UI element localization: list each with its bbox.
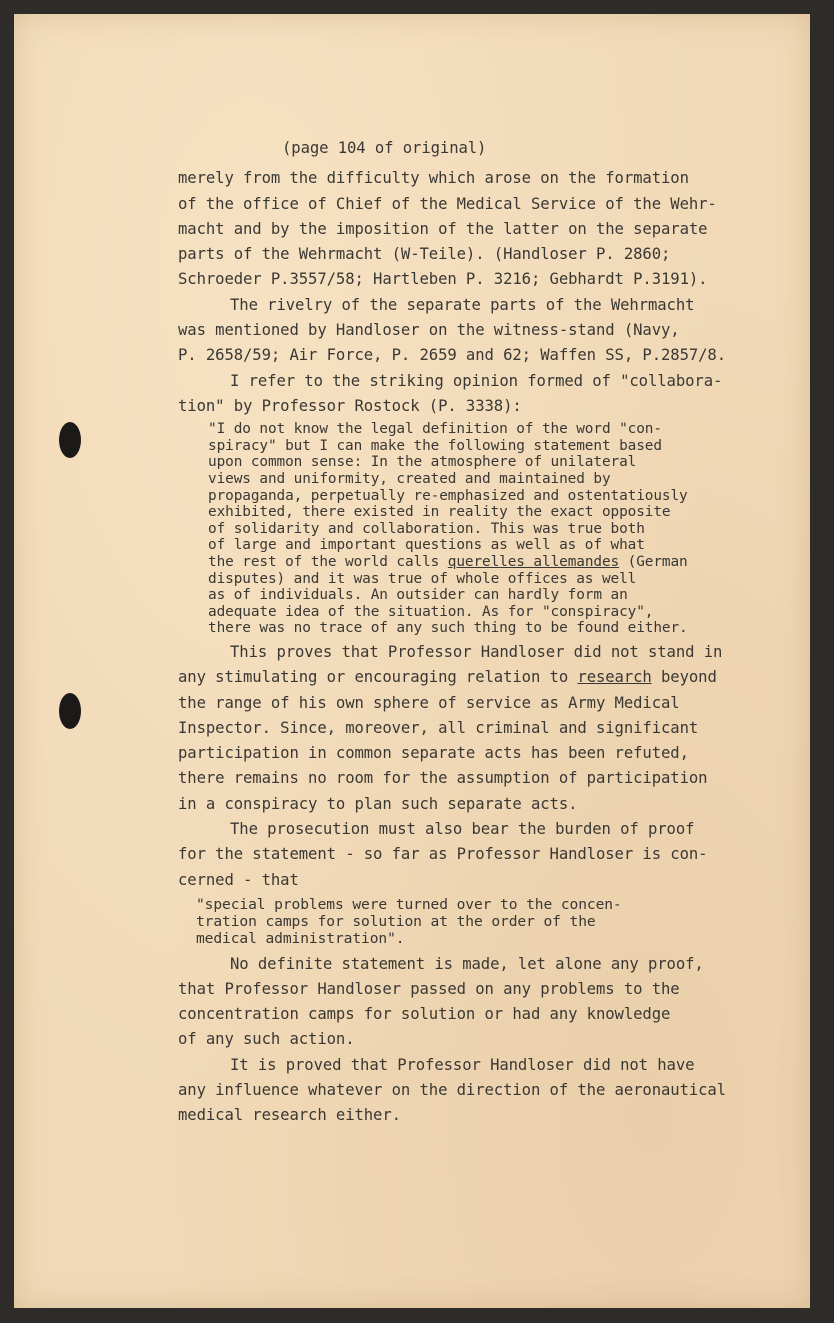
text-line: participation in common separate acts has been refuted,	[178, 744, 689, 763]
text-line: of the office of Chief of the Medical Service of the Wehr-	[178, 194, 717, 213]
text-line: It is proved that Professor Handloser did not have	[230, 1055, 695, 1074]
indictment-quote	[178, 896, 788, 948]
quote-line: views and uniformity, created and maintained by	[208, 471, 611, 488]
text-line: medical research either.	[178, 1106, 401, 1125]
punch-hole-bottom	[59, 693, 81, 729]
paragraph-5	[178, 817, 788, 893]
text-line: any influence whatever on the direction of the aeronautical	[178, 1081, 727, 1099]
punch-hole-top	[59, 422, 81, 458]
text-line: No definite statement is made, let alone any proof,	[230, 954, 704, 973]
text-line: the range of his own sphere of service as Army Medical	[178, 693, 680, 712]
text-line: cerned - that	[178, 870, 299, 889]
paragraph-7	[178, 1053, 788, 1129]
quote-line: adequate idea of the situation. As for "conspiracy",	[208, 603, 654, 620]
quote-line: "I do not know the legal definition of the word "con-	[208, 421, 662, 438]
text-line: for the statement - so far as Professor Handloser is con-	[178, 845, 708, 864]
text-line: parts of the Wehrmacht (W-Teile). (Handloser P. 2860;	[178, 245, 671, 264]
paragraph-2	[178, 293, 788, 369]
quote-line: tration camps for solution at the order of the	[196, 913, 596, 931]
quote-line: as of individuals. An outsider can hardly form an	[208, 587, 628, 604]
quote-line: exhibited, there existed in reality the exact opposite	[208, 504, 671, 521]
text-line: Inspector. Since, moreover, all criminal and significant	[178, 718, 699, 737]
typed-text-body	[178, 136, 788, 1129]
text-line: was mentioned by Handloser on the witness-stand (Navy,	[178, 321, 680, 340]
underlined-word: research	[577, 668, 652, 687]
line-text: beyond	[651, 668, 717, 687]
quote-line: spiracy" but I can make the following statement based	[208, 437, 662, 454]
page-reference: (page 104 of original)	[282, 139, 487, 157]
paragraph-4	[178, 640, 788, 817]
rostock-quote	[178, 421, 788, 637]
quote-text: (German	[619, 554, 688, 571]
quote-line: of solidarity and collaboration. This was true both	[208, 520, 645, 537]
quote-line: medical administration".	[196, 930, 405, 948]
text-line: in a conspiracy to plan such separate acts.	[178, 794, 578, 813]
quote-line: "special problems were turned over to the concen-	[196, 895, 622, 913]
text-line: Schroeder P.3557/58; Hartleben P. 3216; Gebhardt P.3191).	[178, 270, 708, 289]
text-line	[178, 665, 788, 690]
text-line: concentration camps for solution or had any knowledge	[178, 1005, 671, 1024]
quote-line	[208, 554, 788, 571]
text-line: The prosecution must also bear the burden of proof	[230, 820, 695, 839]
underlined-phrase: querelles allemandes	[447, 554, 620, 571]
text-line: I refer to the striking opinion formed of "collabora-	[230, 371, 723, 390]
paragraph-3	[178, 369, 788, 420]
text-line: P. 2658/59; Air Force, P. 2659 and 62; Waffen SS, P.2857/8.	[178, 346, 727, 365]
text-line: merely from the difficulty which arose on the formation	[178, 169, 689, 188]
paragraph-1	[178, 166, 788, 292]
text-line: tion" by Professor Rostock (P. 3338):	[178, 396, 522, 415]
text-line: macht and by the imposition of the latter on the separate	[178, 219, 708, 238]
text-line: of any such action.	[178, 1030, 355, 1049]
quote-line: there was no trace of any such thing to be found either.	[208, 620, 688, 637]
quote-text: the rest of the world calls	[208, 554, 448, 571]
line-text: any stimulating or encouraging relation to	[178, 668, 578, 687]
text-line: there remains no room for the assumption of participation	[178, 769, 708, 788]
quote-line: disputes) and it was true of whole offices as well	[208, 570, 637, 587]
text-line: that Professor Handloser passed on any problems to the	[178, 979, 680, 998]
text-line: This proves that Professor Handloser did not stand in	[230, 642, 723, 661]
quote-line: of large and important questions as well as of what	[208, 537, 645, 554]
paragraph-6	[178, 952, 788, 1053]
quote-line: upon common sense: In the atmosphere of unilateral	[208, 454, 637, 471]
quote-line: propaganda, perpetually re-emphasized and ostentatiously	[208, 487, 688, 504]
text-line: The rivelry of the separate parts of the Wehrmacht	[230, 295, 695, 314]
